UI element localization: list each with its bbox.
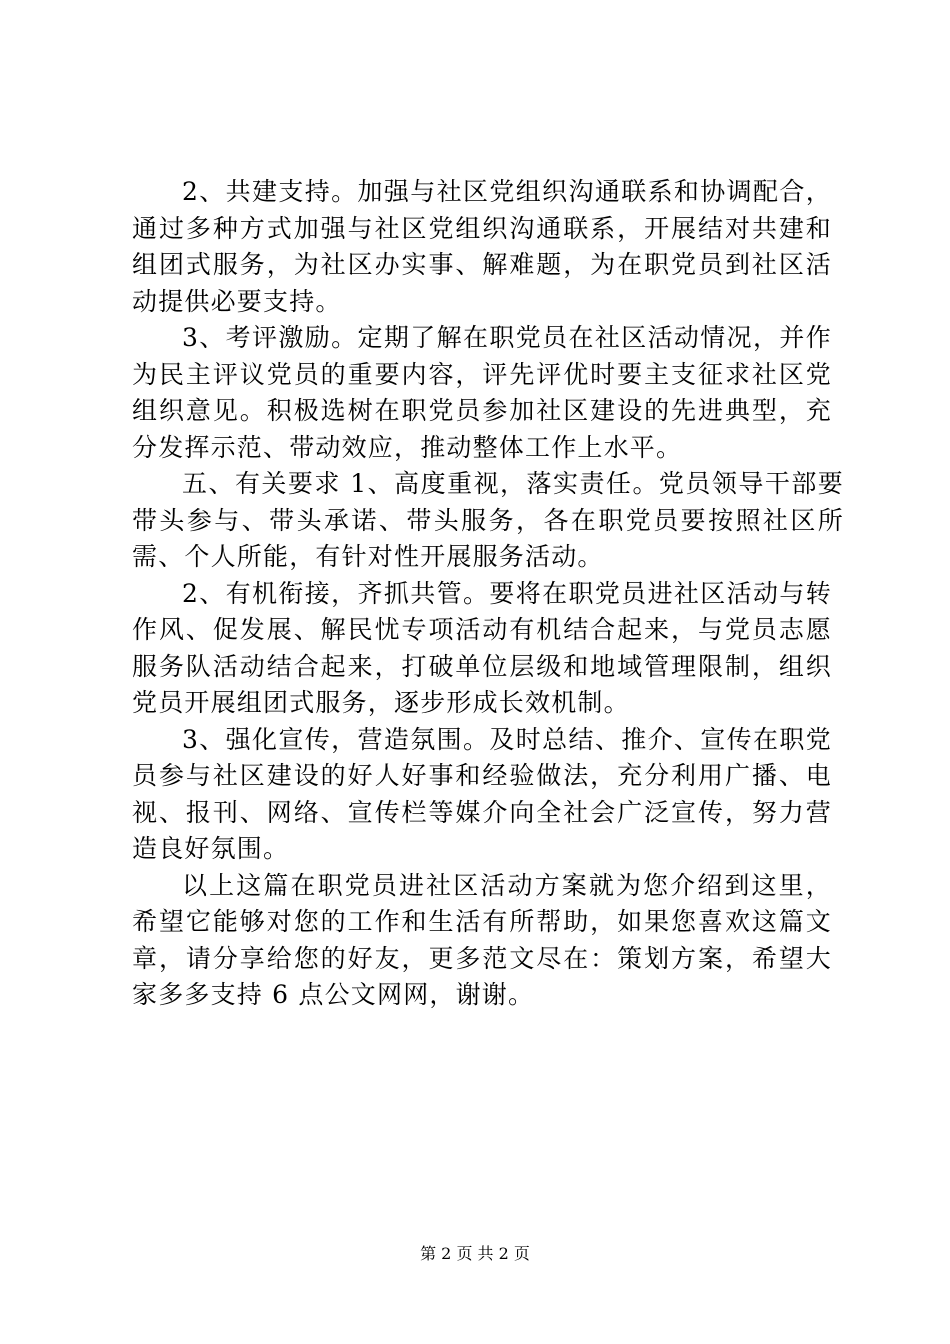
paragraph-closing: 以上这篇在职党员进社区活动方案就为您介绍到这里，希望它能够对您的工作和生活有所帮助，如果您喜欢这篇文章，请分享给您的好友，更多范文尽在：策划方案，希望大家多多支持 6 点公文网网，谢谢。 — [132, 870, 832, 1009]
paragraph-evaluation-incentive: 3、考评激励。定期了解在职党员在社区活动情况，并作为民主评议党员的重要内容，评先评优时要主支征求社区党组织意见。积极选树在职党员参加社区建设的先进典型，充分发挥示范、带动效应，推动整体工作上水平。 — [132, 323, 832, 462]
paragraph-cobuild-support: 2、共建支持。加强与社区党组织沟通联系和协调配合，通过多种方式加强与社区党组织沟通联系，开展结对共建和组团式服务，为社区办实事、解难题，为在职党员到社区活动提供必要支持。 — [132, 177, 832, 316]
paragraph-publicity: 3、强化宣传，营造氛围。及时总结、推介、宣传在职党员参与社区建设的好人好事和经验做法，充分利用广播、电视、报刊、网络、宣传栏等媒介向全社会广泛宣传，努力营造良好氛围。 — [132, 724, 832, 863]
paragraph-requirements: 五、有关要求 1、高度重视，落实责任。党员领导干部要带头参与、带头承诺、带头服务，各在职党员要按照社区所需、个人所能，有针对性开展服务活动。 — [132, 469, 844, 571]
paragraph-coordination: 2、有机衔接，齐抓共管。要将在职党员进社区活动与转作风、促发展、解民忧专项活动有机结合起来，与党员志愿服务队活动结合起来，打破单位层级和地域管理限制，组织党员开展组团式服务，逐步形成长效机制。 — [132, 578, 832, 717]
document-body — [132, 174, 844, 1014]
page-number-footer: 第 2 页 共 2 页 — [420, 1244, 530, 1263]
